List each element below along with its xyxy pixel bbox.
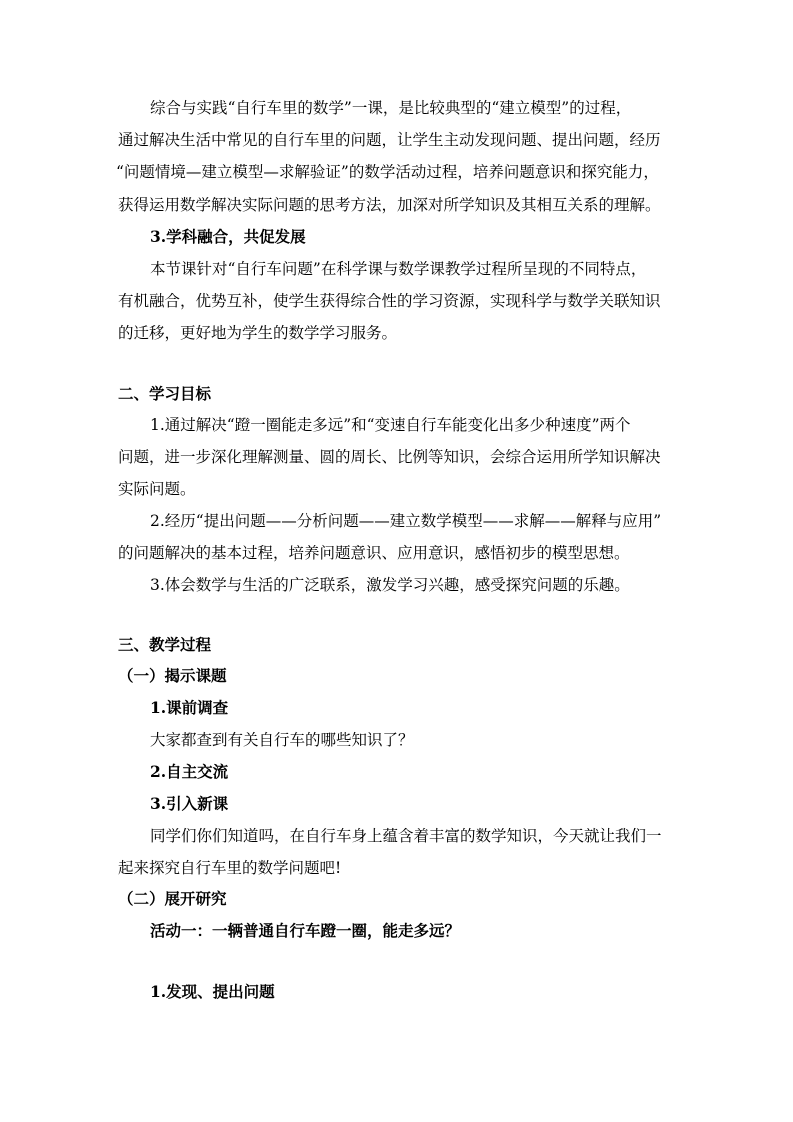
- activity-heading: 活动一：一辆普通自行车蹬一圈，能走多远？: [150, 921, 461, 940]
- paragraph-line: 有机融合，优势互补，使学生获得综合性的学习资源，实现科学与数学关联知识: [118, 292, 661, 310]
- paragraph-line: 1.通过解决“蹬一圈能走多远”和“变速自行车能变化出多少种速度”两个: [150, 416, 631, 434]
- paragraph-line: 获得运用数学解决实际问题的思考方法，加深对所学知识及其相互关系的理解。: [118, 196, 661, 214]
- paragraph-line: “问题情境—建立模型—求解验证”的数学活动过程，培养问题意识和探究能力，: [116, 163, 659, 181]
- paragraph-line: 本节课针对“自行车问题”在科学课与数学课教学过程所呈现的不同特点，: [150, 260, 647, 278]
- paragraph-line: 问题，进一步深化理解测量、圆的周长、比例等知识，会综合运用所学知识解决: [118, 448, 661, 466]
- paragraph-line: 大家都查到有关自行车的哪些知识了？: [150, 731, 414, 749]
- section-subheading: 3.学科融合，共促发展: [150, 227, 306, 246]
- item-heading: 1.发现、提出问题: [150, 982, 275, 1001]
- item-heading: 3.引入新课: [150, 794, 229, 813]
- subsection-heading: （二）展开研究: [118, 889, 227, 908]
- paragraph-line: 同学们你们知道吗，在自行车身上蕴含着丰富的数学知识，今天就让我们一: [150, 827, 662, 845]
- paragraph-line: 3.体会数学与生活的广泛联系，激发学习兴趣，感受探究问题的乐趣。: [150, 576, 630, 594]
- section-heading: 二、学习目标: [118, 384, 212, 403]
- paragraph-line: 起来探究自行车里的数学问题吧!: [118, 859, 342, 877]
- paragraph-line: 的问题解决的基本过程，培养问题意识、应用意识，感悟初步的模型思想。: [118, 544, 630, 562]
- item-heading: 2.自主交流: [150, 762, 229, 781]
- paragraph-line: 通过解决生活中常见的自行车里的问题，让学生主动发现问题、提出问题，经历: [118, 131, 661, 149]
- paragraph-line: 综合与实践“自行车里的数学”一课，是比较典型的“建立模型”的过程，: [150, 99, 632, 117]
- subsection-heading: （一）揭示课题: [118, 666, 227, 685]
- item-heading: 1.课前调查: [150, 698, 229, 717]
- section-heading: 三、教学过程: [118, 635, 212, 654]
- paragraph-line: 实际问题。: [118, 480, 196, 498]
- paragraph-line: 的迁移，更好地为学生的数学学习服务。: [118, 324, 398, 342]
- paragraph-line: 2.经历“提出问题——分析问题——建立数学模型——求解——解释与应用”: [150, 512, 662, 530]
